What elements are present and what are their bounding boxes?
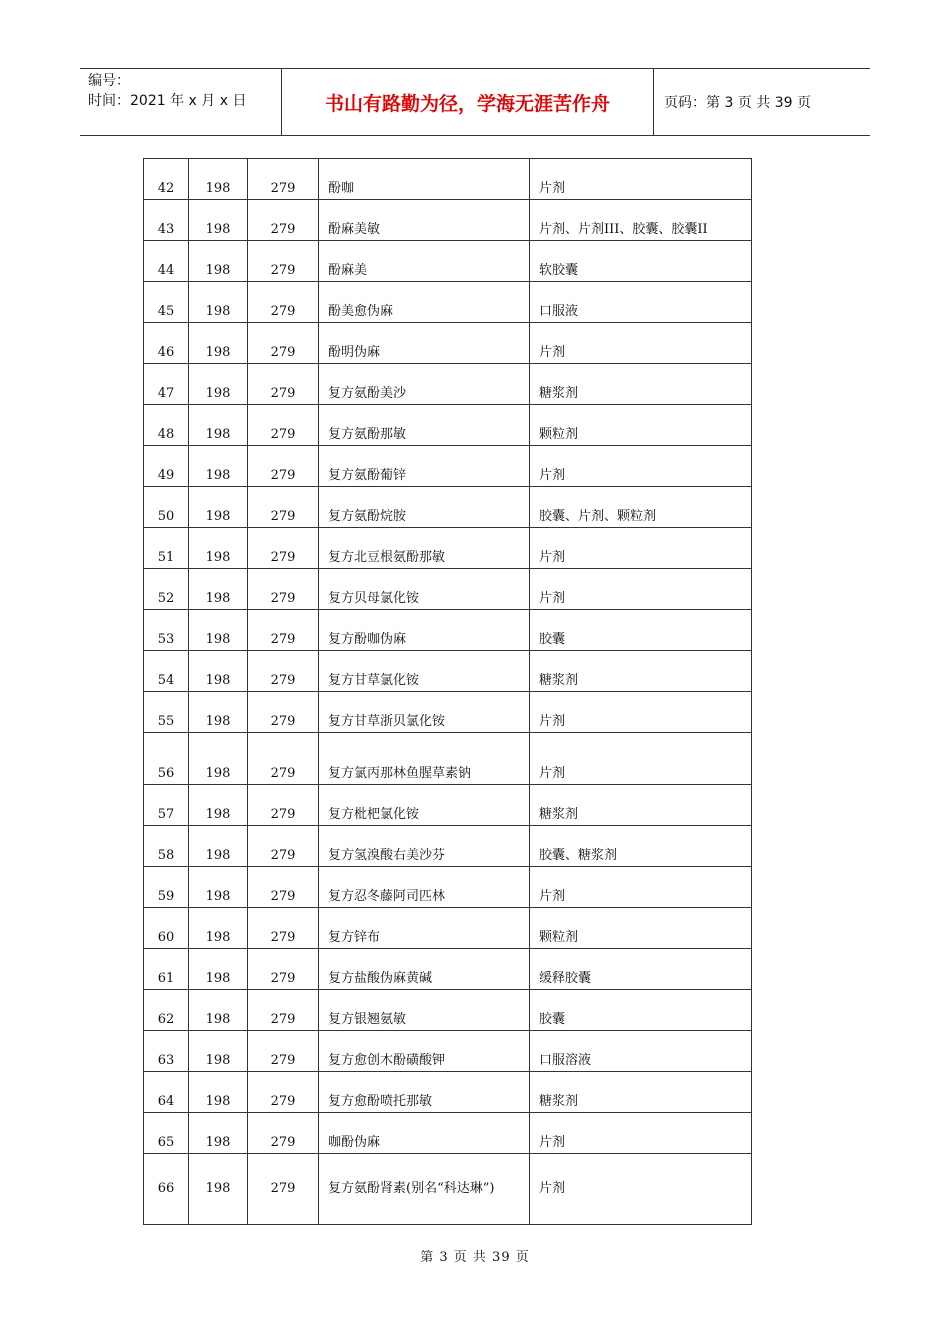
code-a-cell: 198: [189, 446, 248, 487]
table-row: [144, 569, 752, 610]
code-a-cell: 198: [189, 949, 248, 990]
drug-name-cell: 复方愈酚喷托那敏: [319, 1072, 530, 1113]
dosage-form-cell: 糖浆剂: [530, 1072, 752, 1113]
table-row: [144, 908, 752, 949]
drug-name-cell: 复方氯丙那林鱼腥草素钠: [319, 733, 530, 785]
drug-name-cell: 复方氨酚葡锌: [319, 446, 530, 487]
code-a-cell: 198: [189, 1113, 248, 1154]
table-row: [144, 446, 752, 487]
code-a-cell: 198: [189, 1072, 248, 1113]
row-number-cell: 62: [144, 990, 189, 1031]
table-row: [144, 867, 752, 908]
code-b-cell: 279: [248, 1154, 319, 1225]
code-a-cell: 198: [189, 569, 248, 610]
table-row: [144, 733, 752, 785]
dosage-form-cell: 糖浆剂: [530, 785, 752, 826]
dosage-form-cell: 片剂: [530, 692, 752, 733]
drug-name-cell: 复方氨酚肾素(别名“科达琳”): [319, 1154, 530, 1225]
code-b-cell: 279: [248, 241, 319, 282]
code-b-cell: 279: [248, 949, 319, 990]
drug-name-cell: 咖酚伪麻: [319, 1113, 530, 1154]
table-row: [144, 610, 752, 651]
code-a-cell: 198: [189, 528, 248, 569]
code-a-cell: 198: [189, 610, 248, 651]
code-a-cell: 198: [189, 908, 248, 949]
code-b-cell: 279: [248, 785, 319, 826]
code-b-cell: 279: [248, 364, 319, 405]
drug-name-cell: 复方甘草氯化铵: [319, 651, 530, 692]
code-b-cell: 279: [248, 528, 319, 569]
row-number-cell: 42: [144, 159, 189, 200]
row-number-cell: 64: [144, 1072, 189, 1113]
code-a-cell: 198: [189, 733, 248, 785]
dosage-form-cell: 胶囊: [530, 610, 752, 651]
table-row: [144, 1154, 752, 1225]
code-a-cell: 198: [189, 364, 248, 405]
code-b-cell: 279: [248, 651, 319, 692]
dosage-form-cell: 颗粒剂: [530, 405, 752, 446]
table-row: [144, 405, 752, 446]
table-row: [144, 364, 752, 405]
table-row: [144, 528, 752, 569]
dosage-form-cell: 口服液: [530, 282, 752, 323]
drug-name-cell: 酚麻美敏: [319, 200, 530, 241]
drug-name-cell: 酚咖: [319, 159, 530, 200]
code-b-cell: 279: [248, 826, 319, 867]
code-b-cell: 279: [248, 200, 319, 241]
row-number-cell: 43: [144, 200, 189, 241]
dosage-form-cell: 片剂: [530, 733, 752, 785]
drug-name-cell: 复方氢溴酸右美沙芬: [319, 826, 530, 867]
code-a-cell: 198: [189, 651, 248, 692]
code-a-cell: 198: [189, 826, 248, 867]
drug-name-cell: 复方氨酚烷胺: [319, 487, 530, 528]
drug-name-cell: 复方甘草浙贝氯化铵: [319, 692, 530, 733]
document-number-label: 编号：: [88, 73, 130, 89]
table-row: [144, 1072, 752, 1113]
drug-table: [143, 158, 752, 1225]
row-number-cell: 56: [144, 733, 189, 785]
row-number-cell: 47: [144, 364, 189, 405]
code-a-cell: 198: [189, 1154, 248, 1225]
drug-table-body: [144, 159, 752, 1225]
row-number-cell: 49: [144, 446, 189, 487]
table-row: [144, 1031, 752, 1072]
table-row: [144, 826, 752, 867]
table-row: [144, 323, 752, 364]
row-number-cell: 48: [144, 405, 189, 446]
dosage-form-cell: 颗粒剂: [530, 908, 752, 949]
code-a-cell: 198: [189, 990, 248, 1031]
code-b-cell: 279: [248, 908, 319, 949]
drug-name-cell: 复方锌布: [319, 908, 530, 949]
table-row: [144, 949, 752, 990]
dosage-form-cell: 片剂: [530, 569, 752, 610]
code-a-cell: 198: [189, 405, 248, 446]
row-number-cell: 54: [144, 651, 189, 692]
table-row: [144, 1113, 752, 1154]
code-b-cell: 279: [248, 159, 319, 200]
code-a-cell: 198: [189, 867, 248, 908]
dosage-form-cell: 片剂: [530, 446, 752, 487]
code-a-cell: 198: [189, 241, 248, 282]
row-number-cell: 65: [144, 1113, 189, 1154]
table-row: [144, 159, 752, 200]
code-a-cell: 198: [189, 200, 248, 241]
code-a-cell: 198: [189, 785, 248, 826]
code-b-cell: 279: [248, 610, 319, 651]
dosage-form-cell: 片剂: [530, 1154, 752, 1225]
table-row: [144, 990, 752, 1031]
code-b-cell: 279: [248, 282, 319, 323]
code-b-cell: 279: [248, 569, 319, 610]
drug-name-cell: 酚麻美: [319, 241, 530, 282]
drug-name-cell: 复方银翘氨敏: [319, 990, 530, 1031]
row-number-cell: 59: [144, 867, 189, 908]
code-b-cell: 279: [248, 1113, 319, 1154]
code-b-cell: 279: [248, 990, 319, 1031]
row-number-cell: 57: [144, 785, 189, 826]
code-b-cell: 279: [248, 446, 319, 487]
code-a-cell: 198: [189, 1031, 248, 1072]
code-a-cell: 198: [189, 692, 248, 733]
table-row: [144, 785, 752, 826]
drug-name-cell: 复方氨酚美沙: [319, 364, 530, 405]
row-number-cell: 44: [144, 241, 189, 282]
dosage-form-cell: 片剂、片剂III、胶囊、胶囊II: [530, 200, 752, 241]
document-time-label: 时间：2021 年 x 月 x 日: [88, 93, 247, 109]
dosage-form-cell: 缓释胶囊: [530, 949, 752, 990]
dosage-form-cell: 胶囊、片剂、颗粒剂: [530, 487, 752, 528]
row-number-cell: 63: [144, 1031, 189, 1072]
drug-name-cell: 复方北豆根氨酚那敏: [319, 528, 530, 569]
row-number-cell: 60: [144, 908, 189, 949]
row-number-cell: 66: [144, 1154, 189, 1225]
drug-name-cell: 酚明伪麻: [319, 323, 530, 364]
row-number-cell: 46: [144, 323, 189, 364]
code-a-cell: 198: [189, 487, 248, 528]
table-row: [144, 487, 752, 528]
table-row: [144, 200, 752, 241]
header-meta: [80, 69, 282, 135]
page-header: [80, 68, 870, 136]
code-b-cell: 279: [248, 1072, 319, 1113]
drug-name-cell: 复方盐酸伪麻黄碱: [319, 949, 530, 990]
dosage-form-cell: 胶囊、糖浆剂: [530, 826, 752, 867]
table-row: [144, 651, 752, 692]
row-number-cell: 55: [144, 692, 189, 733]
row-number-cell: 50: [144, 487, 189, 528]
dosage-form-cell: 片剂: [530, 528, 752, 569]
dosage-form-cell: 糖浆剂: [530, 651, 752, 692]
code-a-cell: 198: [189, 282, 248, 323]
code-a-cell: 198: [189, 323, 248, 364]
header-motto: 书山有路勤为径，学海无涯苦作舟: [282, 69, 654, 135]
row-number-cell: 53: [144, 610, 189, 651]
code-b-cell: 279: [248, 867, 319, 908]
code-b-cell: 279: [248, 733, 319, 785]
dosage-form-cell: 软胶囊: [530, 241, 752, 282]
drug-name-cell: 复方枇杷氯化铵: [319, 785, 530, 826]
row-number-cell: 45: [144, 282, 189, 323]
drug-name-cell: 复方忍冬藤阿司匹林: [319, 867, 530, 908]
row-number-cell: 51: [144, 528, 189, 569]
code-b-cell: 279: [248, 323, 319, 364]
drug-name-cell: 酚美愈伪麻: [319, 282, 530, 323]
dosage-form-cell: 糖浆剂: [530, 364, 752, 405]
row-number-cell: 61: [144, 949, 189, 990]
code-b-cell: 279: [248, 1031, 319, 1072]
header-page-number: 页码：第 3 页 共 39 页: [664, 95, 811, 111]
row-number-cell: 52: [144, 569, 189, 610]
row-number-cell: 58: [144, 826, 189, 867]
drug-name-cell: 复方贝母氯化铵: [319, 569, 530, 610]
code-b-cell: 279: [248, 405, 319, 446]
page-footer: 第 3 页 共 39 页: [420, 1250, 530, 1265]
drug-name-cell: 复方酚咖伪麻: [319, 610, 530, 651]
code-b-cell: 279: [248, 692, 319, 733]
code-b-cell: 279: [248, 487, 319, 528]
drug-name-cell: 复方氨酚那敏: [319, 405, 530, 446]
table-row: [144, 241, 752, 282]
table-row: [144, 692, 752, 733]
code-a-cell: 198: [189, 159, 248, 200]
table-row: [144, 282, 752, 323]
dosage-form-cell: 胶囊: [530, 990, 752, 1031]
dosage-form-cell: 片剂: [530, 159, 752, 200]
dosage-form-cell: 片剂: [530, 323, 752, 364]
drug-name-cell: 复方愈创木酚磺酸钾: [319, 1031, 530, 1072]
dosage-form-cell: 口服溶液: [530, 1031, 752, 1072]
dosage-form-cell: 片剂: [530, 867, 752, 908]
dosage-form-cell: 片剂: [530, 1113, 752, 1154]
